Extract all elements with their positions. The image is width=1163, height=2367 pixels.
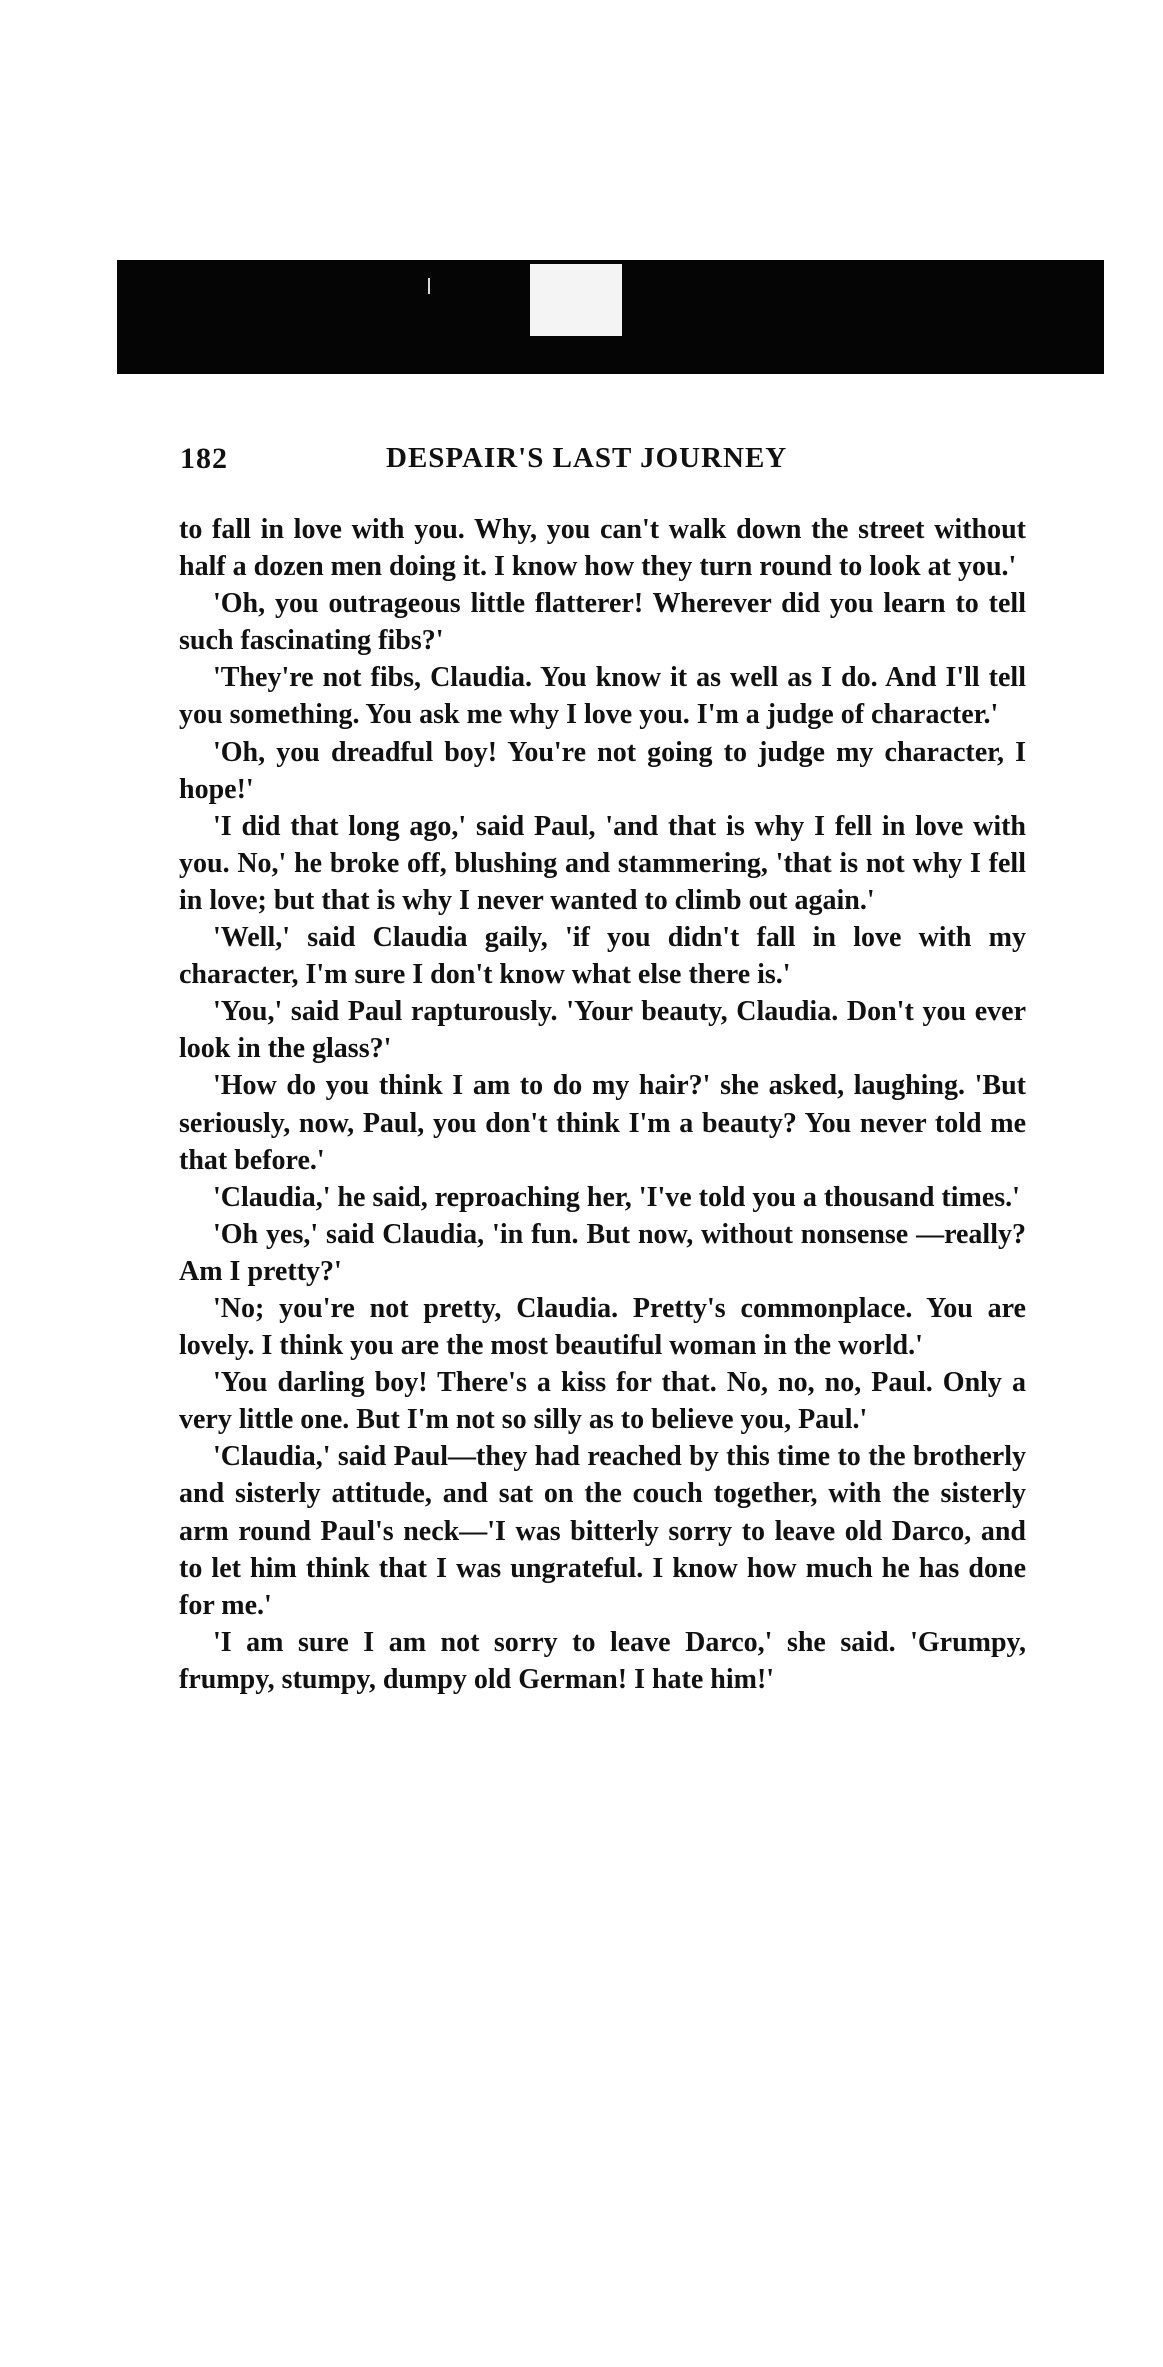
paragraph: 'Claudia,' he said, reproaching her, 'I've told you a thousand times.' bbox=[213, 1181, 1020, 1213]
paragraph: 'They're not fibs, Claudia. You know it as well as I do. And I'll tell you something. You ask me why I love you. I'm a judge of character.' bbox=[179, 662, 1026, 731]
paragraph: 'Claudia,' said Paul—they had reached by this time to the brotherly and sisterly attitude, and sat on the couch together, with the sisterly arm round Paul's neck—'I was bitterly sorry to leave old Darco, and to let him think that I was ungrateful. I know how much he has done for me.' bbox=[179, 1441, 1026, 1621]
paragraph: 'You,' said Paul rapturously. 'Your beauty, Claudia. Don't you ever look in the glass?' bbox=[179, 996, 1026, 1065]
scan-margin-band bbox=[117, 260, 1104, 374]
paragraph: 'No; you're not pretty, Claudia. Pretty's commonplace. You are lovely. I think you are the most beautiful woman in the world.' bbox=[179, 1292, 1026, 1362]
paragraph: 'Oh yes,' said Claudia, 'in fun. But now, without nonsense —really? Am I pretty?' bbox=[179, 1218, 1026, 1287]
paragraph: 'You darling boy! There's a kiss for that. No, no, no, Paul. Only a very little one. But I'm not so silly as to believe you, Paul.' bbox=[179, 1367, 1026, 1436]
scan-artifact-mark bbox=[428, 278, 430, 294]
body-text bbox=[179, 511, 1026, 1971]
running-head: DESPAIR'S LAST JOURNEY bbox=[386, 442, 788, 474]
paragraph: 'I am sure I am not sorry to leave Darco,' she said. 'Grumpy, frumpy, stumpy, dumpy old German! I hate him!' bbox=[179, 1626, 1026, 1695]
page-header bbox=[180, 442, 1026, 482]
paragraph: to fall in love with you. Why, you can't walk down the street without half a dozen men doing it. I know how they turn round to look at you.' bbox=[179, 514, 1026, 583]
paragraph: 'I did that long ago,' said Paul, 'and that is why I fell in love with you. No,' he broke off, blushing and stammering, 'that is not why I fell in love; but that is why I never wanted to climb out again.' bbox=[179, 810, 1026, 916]
scan-artifact-box bbox=[530, 264, 622, 336]
paragraph: 'How do you think I am to do my hair?' she asked, laughing. 'But seriously, now, Paul, you don't think I'm a beauty? You never told me that before.' bbox=[179, 1070, 1026, 1176]
paragraph: 'Oh, you dreadful boy! You're not going to judge my character, I hope!' bbox=[179, 736, 1026, 805]
paragraph: 'Well,' said Claudia gaily, 'if you didn't fall in love with my character, I'm sure I don't know what else there is.' bbox=[179, 922, 1026, 991]
paragraph: 'Oh, you outrageous little flatterer! Wherever did you learn to tell such fascinating fibs?' bbox=[179, 588, 1026, 657]
page-number: 182 bbox=[180, 442, 228, 475]
